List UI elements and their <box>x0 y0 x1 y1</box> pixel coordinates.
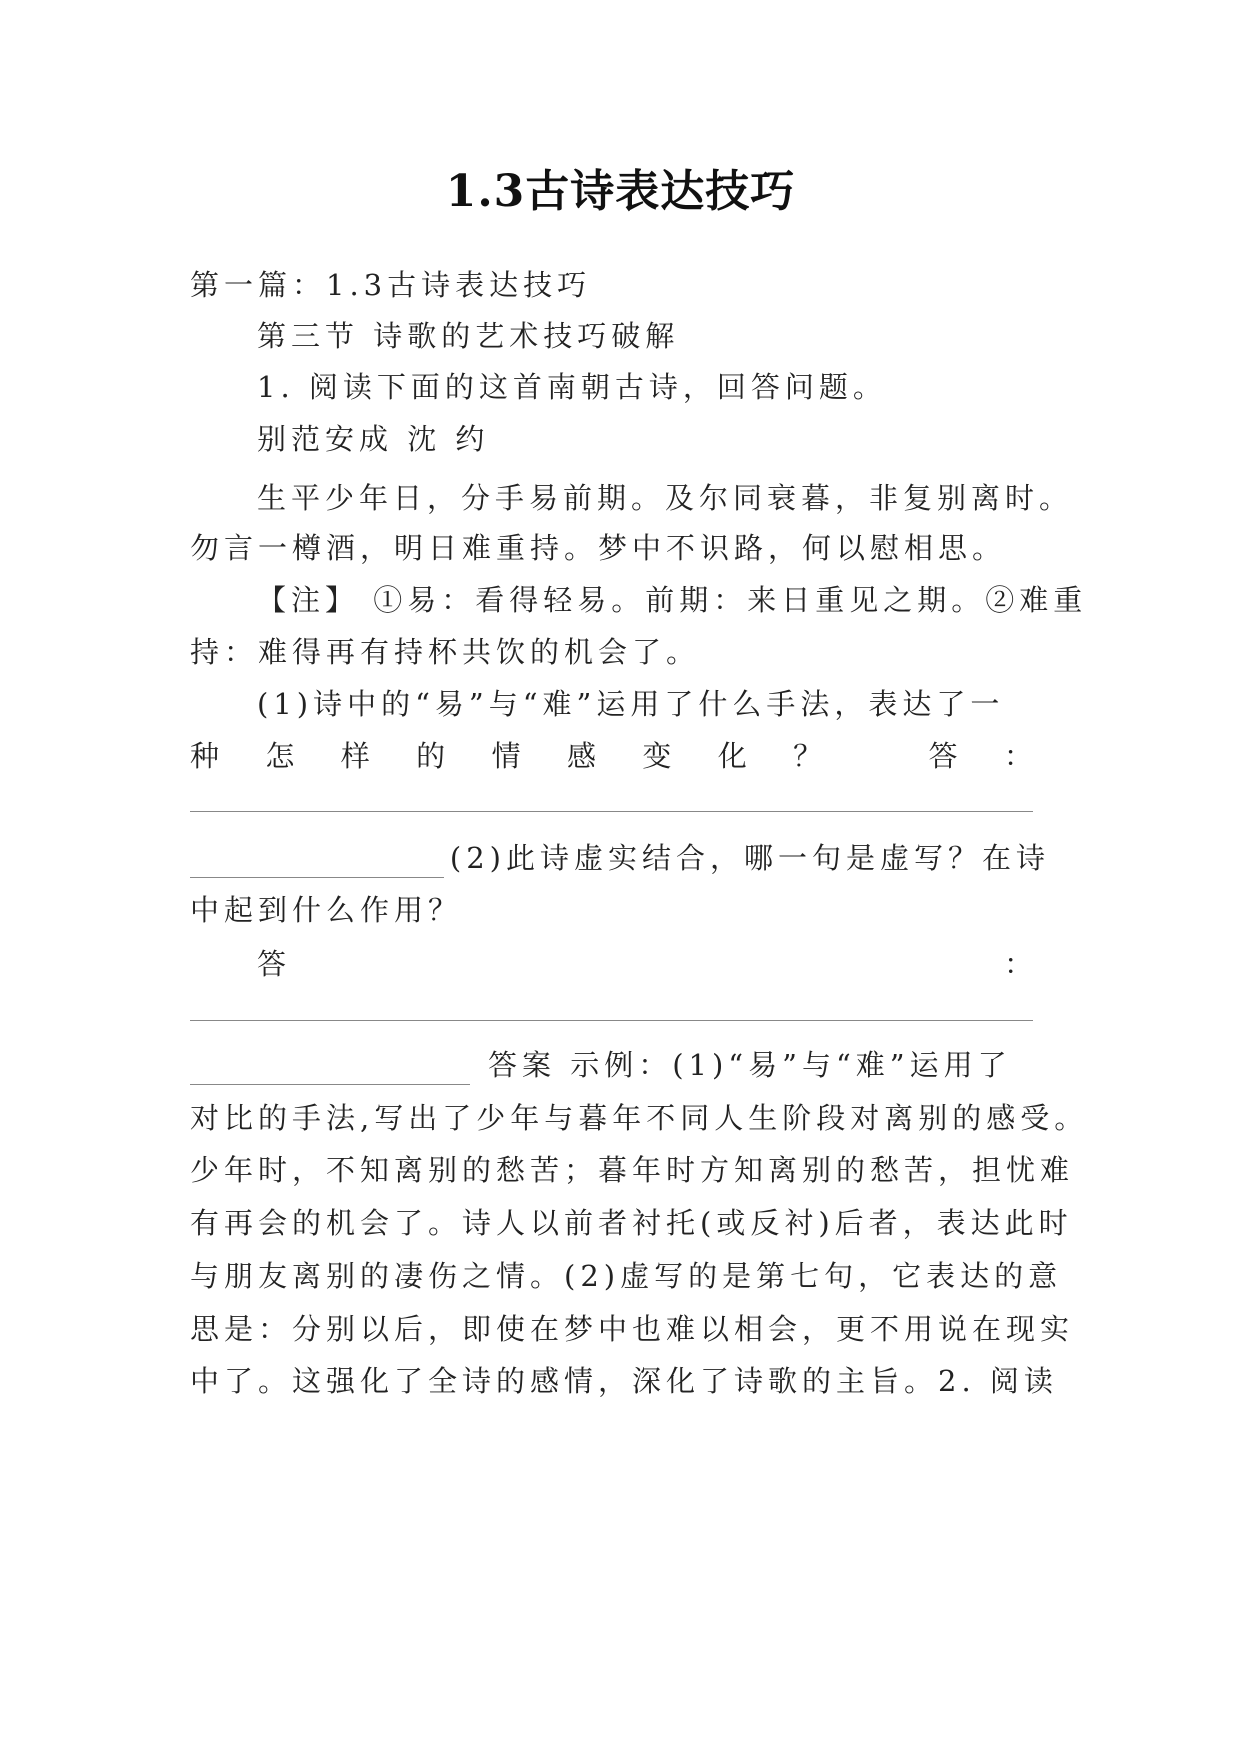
spread-char: 样 <box>340 739 370 773</box>
poem-line-2: 勿言一樽酒，明日难重持。梦中不识路，何以慰相思。 <box>190 531 1007 565</box>
answer-label: 答 <box>257 947 287 981</box>
question-2-text: (2)此诗虚实结合，哪一句是虚写？在诗 <box>449 841 1050 875</box>
answer-prompt <box>257 944 1033 984</box>
poem-line-1: 生平少年日，分手易前期。及尔同衰暮，非复别离时。 <box>257 481 1074 515</box>
spread-char: 感 <box>566 739 596 773</box>
answer-line-6: 思是：分别以后，即使在梦中也难以相会，更不用说在现实 <box>190 1312 1075 1346</box>
question-1-line-2 <box>190 736 1033 776</box>
question-1-line-1: (1)诗中的“易”与“难”运用了什么手法，表达了一 <box>257 687 1005 721</box>
answer-colon: ： <box>1003 947 1033 981</box>
spread-char: 变 <box>642 739 672 773</box>
answer-line-3: 少年时，不知离别的愁苦；暮年时方知离别的愁苦，担忧难 <box>190 1153 1075 1187</box>
spread-char: 怎 <box>265 739 295 773</box>
document-title: 1.3古诗表达技巧 <box>445 166 796 217</box>
poem-title: 别范安成 沈 约 <box>257 422 490 456</box>
question-2-line-1 <box>190 838 1050 878</box>
answer-blank-2 <box>190 847 444 878</box>
spread-char: 的 <box>416 739 446 773</box>
spread-char: 化 <box>717 739 747 773</box>
answer-line-1 <box>190 1045 1050 1085</box>
note-line-2: 持：难得再有持杯共饮的机会了。 <box>190 635 701 669</box>
spread-char: ： <box>1003 739 1033 773</box>
answer-line-5: 与朋友离别的凄伤之情。(2)虚写的是第七句，它表达的意 <box>190 1259 1063 1293</box>
spread-char: 种 <box>190 739 220 773</box>
answer-blank-3 <box>190 1020 1033 1021</box>
spread-char: 情 <box>491 739 521 773</box>
answer-line-7: 中了。这强化了全诗的感情，深化了诗歌的主旨。2. 阅读 <box>190 1364 1058 1398</box>
question-intro: 1. 阅读下面的这首南朝古诗，回答问题。 <box>257 370 887 404</box>
question-2-line-2: 中起到什么作用？ <box>190 893 463 927</box>
spread-char: ？ <box>793 739 823 773</box>
answer-line-4: 有再会的机会了。诗人以前者衬托(或反衬)后者，表达此时 <box>190 1206 1073 1240</box>
answer-blank-1 <box>190 811 1033 812</box>
answer-line-2: 对比的手法,写出了少年与暮年不同人生阶段对离别的感受。 <box>190 1101 1089 1135</box>
note-line-1: 【注】 ①易：看得轻易。前期：来日重见之期。②难重 <box>257 583 1088 617</box>
subsection-heading: 第三节 诗歌的艺术技巧破解 <box>257 319 680 353</box>
spread-char: 答 <box>928 739 958 773</box>
answer-text-start: 答案 示例：(1)“易”与“难”运用了 <box>488 1048 1012 1082</box>
answer-blank-4 <box>190 1054 470 1085</box>
section-heading: 第一篇：1.3古诗表达技巧 <box>190 268 592 302</box>
